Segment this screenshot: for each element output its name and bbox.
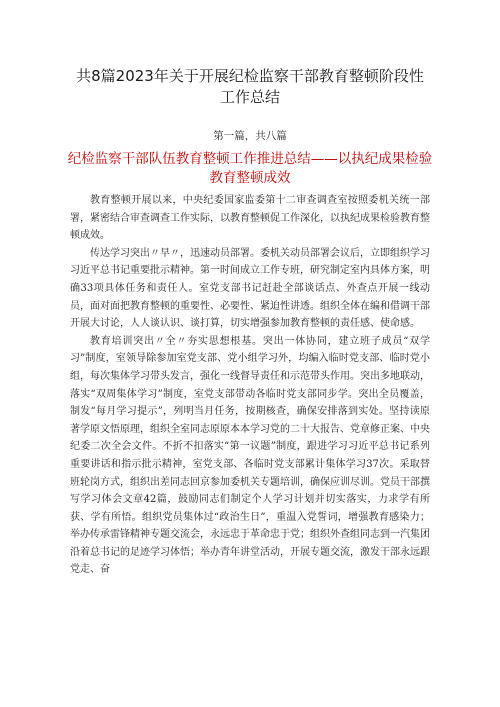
section-heading-line-2: 教育整顿成效 (209, 170, 291, 186)
body-paragraph-1: 教育整顿开展以来，中央纪委国家监委第十二审查调查室按照委机关统一部署，紧密结合审查调查工作实际，以教育整顿促工作深化，以执纪成果检验教育整顿成效。 (70, 195, 430, 242)
body-paragraph-2: 传达学习突出〃早〃，迅速动员部署。委机关动员部署会议后，立即组织学习习近平总书记重要批示精神。第一时间成立工作专班，研究制定室内具体方案，明确33项具体任务和责任人。室党支部书记赶赴全部谈话点、外查点开展一线动员，面对面把教育整顿的重要性、必要性、紧迫性讲透。组织全体在编和借调干部开展大讨论，人人谈认识、谈打算，切实增强参加教育整顿的责任感、使命感。 (70, 247, 430, 330)
body-paragraph-3: 教育培训突出〃全〃夯实思想根基。突出一体协同，建立班子成员“双学习”制度，室领导除参加室党支部、党小组学习外，均编入临时党支部、临时党小组，每次集体学习带头发言，强化一线督导责任和示范带头作用。突出多地联动，落实“双周集体学习”制度，室党支部带动各临时党支部同步学。突出全员覆盖，制发“每月学习提示”，列明当月任务，按期核查，确保安排落到实处。坚持读原著学原文悟原理，组织全室同志原原本本学习党的二十大报告、党章修正案、中央纪委二次全会文件。不折不扣落实“第一议题”制度，跟进学习习近平总书记系列重要讲话和指示批示精神，室党支部、各临时党支部累计集体学习37次。采取替班轮岗方式，组织出差同志回京参加委机关专题培训，确保应训尽训。党员干部撰写学习体会文章42篇，鼓励同志们制定个人学习计划并切实落实，力求学有所获、学有所悟。组织党员集体过“政治生日”，重温入党誓词，增强教育感染力；举办传承雷锋精神专题交流会，永远忠于革命忠于党；组织外查组同志到一汽集团沿着总书记的足迹学习体悟；举办青年讲堂活动，开展专题交流，激发干部永远跟党走、奋 (70, 335, 430, 576)
section-heading-line-1: 纪检监察干部队伍教育整顿工作推进总结——以执纪成果检验 (67, 151, 433, 167)
document-subtitle: 第一篇，共八篇 (213, 130, 287, 142)
document-body (70, 192, 430, 579)
document-title-line-1: 共8篇2023年关于开展纪检监察干部教育整顿阶段性 (76, 67, 424, 85)
document-title-line-2: 工作总结 (219, 88, 280, 106)
